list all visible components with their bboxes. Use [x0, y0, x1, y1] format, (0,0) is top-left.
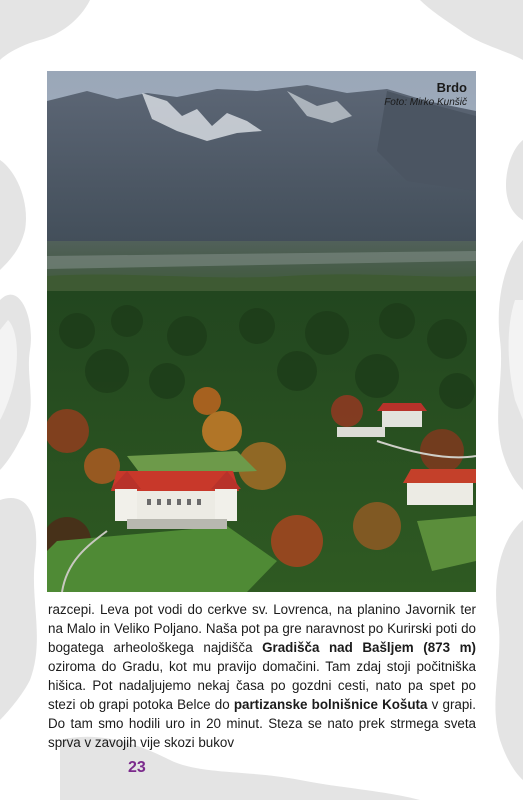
- text-segment-1: razcepi. Leva pot vodi do cerkve sv. Lovrenca, na planino Javornik ter na Malo in Veliko Poljano. Naša pot pa gre naravnost po Kurirski poti do bogatega arheološkega najdišča: [48, 602, 476, 655]
- bold-place-gradisce: Gradišča nad Bašljem (873 m): [262, 640, 477, 655]
- paragraph-text: [48, 600, 476, 752]
- photo-credit: Foto: Mirko Kunšič: [384, 97, 467, 108]
- photo-caption: [384, 80, 467, 110]
- page-number: 23: [128, 759, 146, 776]
- bold-place-bolnisnica: partizanske bolnišnice Košuta: [233, 697, 428, 712]
- aerial-photo-brdo: [47, 71, 476, 592]
- photo-caption-title: Brdo: [436, 80, 467, 95]
- text-segment-2: oziroma do Gradu, kot mu pravijo domačini. Tam zdaj stoji počitniška hišica. Pot nadaljujemo nekaj časa po gozdni cesti, nato pa spet po stezi ob grapi potoka Belce do: [48, 659, 476, 712]
- text-segment-3: v grapi. Do tam smo hodili uro in 20 minut. Steza se nato prek strmega sveta sprva v zavojih vije skozi bukov: [48, 697, 477, 750]
- body-paragraph: [48, 600, 476, 752]
- landscape-illustration: [47, 71, 476, 592]
